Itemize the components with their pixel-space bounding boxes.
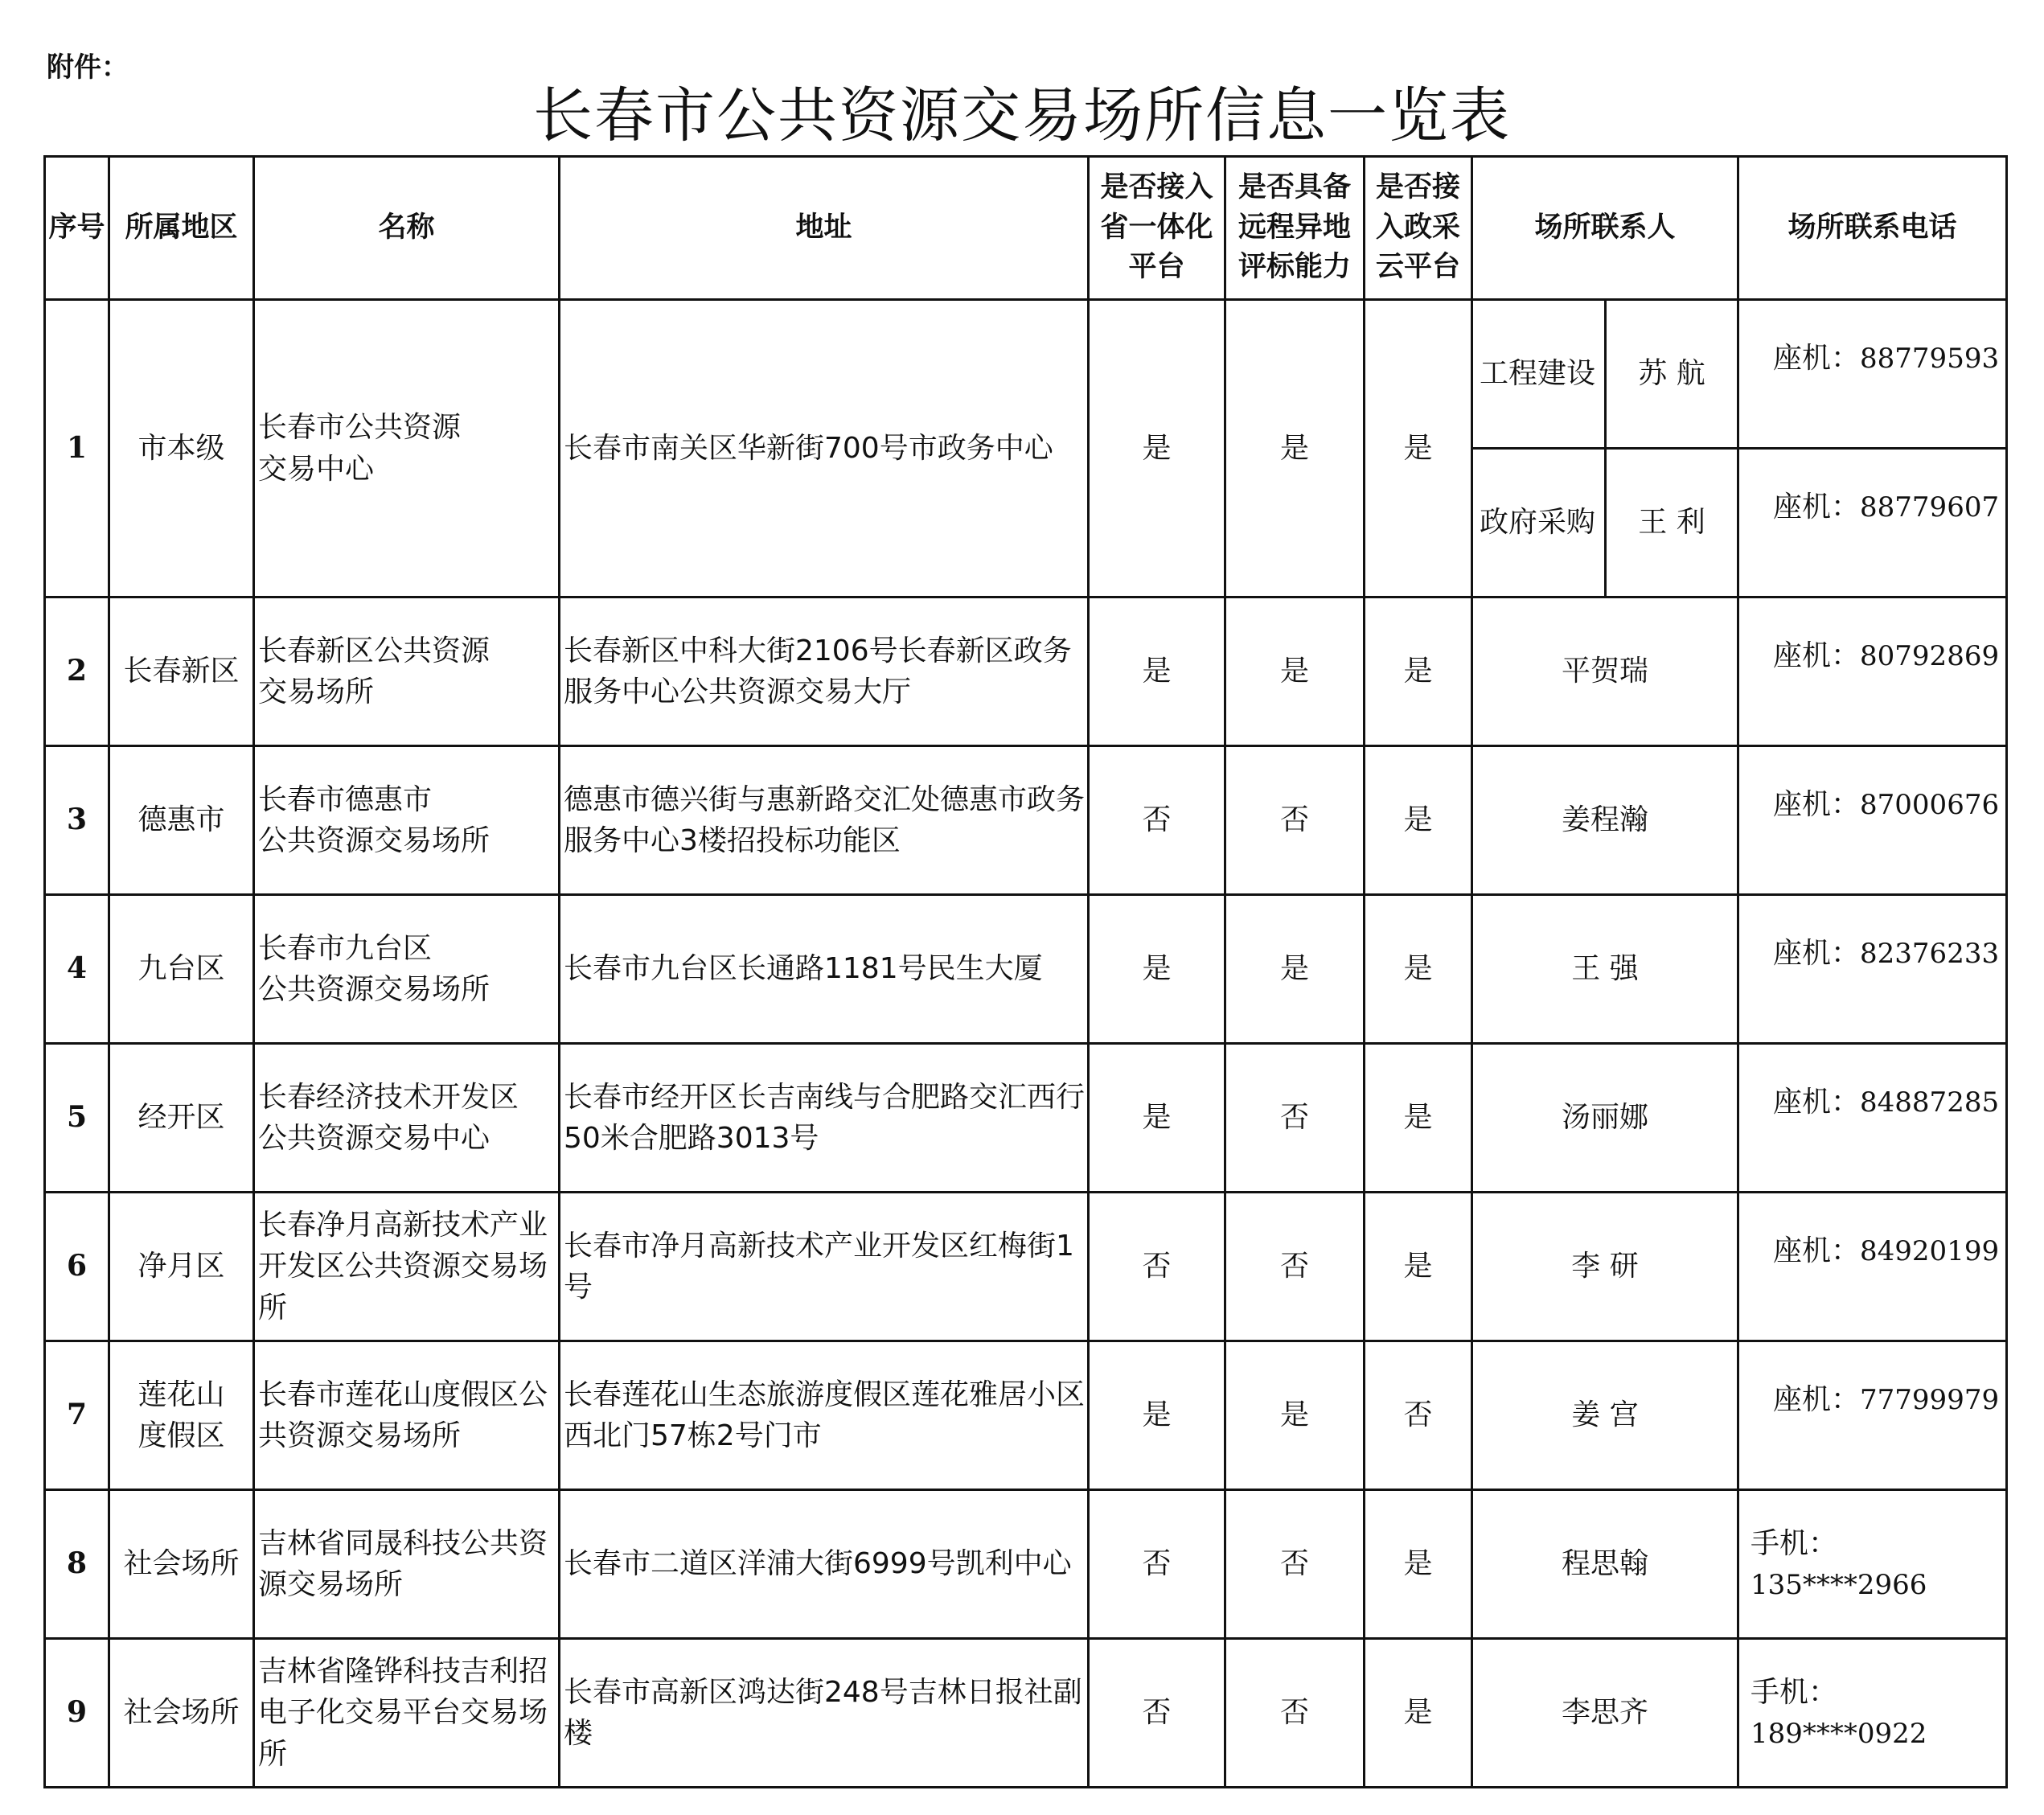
- row-name: [254, 1341, 560, 1490]
- row-address-line: 号: [564, 1271, 593, 1304]
- row-phone: [1738, 1193, 2007, 1341]
- row-address: [560, 1193, 1089, 1341]
- row-cloud: 是: [1365, 1490, 1472, 1639]
- row-address-line: 德惠市德兴街与惠新路交汇处德惠市政务: [564, 782, 1086, 816]
- row-address-line: 长春市高新区鸿达街248号吉林日报社副: [564, 1675, 1082, 1709]
- row-name-line: 长春市公共资源: [258, 411, 462, 445]
- row-name-line: 电子化交易平台交易场: [258, 1696, 548, 1730]
- phone-number: 87000676: [1860, 789, 2000, 821]
- row-region-line: 德惠市: [137, 803, 225, 837]
- row-phone: [1738, 1639, 2007, 1788]
- row-region: [109, 895, 254, 1044]
- header-remote-line: 远程异地: [1237, 211, 1351, 244]
- row-name: [254, 1193, 560, 1341]
- header-seq: 序号: [45, 157, 109, 300]
- row-region: 市本级: [109, 300, 254, 597]
- phone-number: 189****0922: [1751, 1718, 1927, 1750]
- row-name-line: 交易中心: [258, 452, 375, 486]
- phone-label: 座机：: [1773, 491, 1861, 524]
- phone-label: 手机：: [1751, 1526, 1838, 1560]
- row-contact: 汤丽娜: [1472, 1044, 1738, 1193]
- header-row: [45, 157, 2007, 300]
- table-row: [45, 895, 2007, 1044]
- row-name-line: 开发区公共资源交易场: [258, 1250, 548, 1283]
- row-remote: 否: [1225, 1193, 1365, 1341]
- row-region-line: 莲花山: [137, 1378, 225, 1411]
- row-region: [109, 1490, 254, 1639]
- row-name-line: 交易场所: [258, 675, 375, 708]
- row-provincial: 否: [1089, 1193, 1225, 1341]
- contact-person: 王 利: [1606, 449, 1738, 597]
- row-name-line: 源交易场所: [258, 1568, 404, 1601]
- table-row: [45, 1639, 2007, 1788]
- header-cloud-line: 云平台: [1375, 251, 1460, 284]
- row-cloud: 是: [1365, 597, 1472, 746]
- row-contact: 平贺瑞: [1472, 597, 1738, 746]
- row-contact: 姜 宫: [1472, 1341, 1738, 1490]
- row-address-line: 长春莲花山生态旅游度假区莲花雅居小区: [564, 1378, 1086, 1411]
- row-provincial: 是: [1089, 1044, 1225, 1193]
- row-address: [560, 746, 1089, 895]
- row-region: [109, 1193, 254, 1341]
- row-name: [254, 1044, 560, 1193]
- row-cloud: 是: [1365, 300, 1472, 597]
- row-phone: [1738, 1341, 2007, 1490]
- row-name-line: 长春市九台区: [258, 931, 433, 965]
- table-row: [45, 1193, 2007, 1341]
- row-seq: 5: [45, 1044, 109, 1193]
- row-contact: 王 强: [1472, 895, 1738, 1044]
- row-remote: 否: [1225, 1639, 1365, 1788]
- row-cloud: 是: [1365, 1639, 1472, 1788]
- row-name: [254, 895, 560, 1044]
- header-cloud-line: 是否接: [1375, 170, 1460, 203]
- header-cloud-line: 入政采: [1375, 211, 1460, 244]
- contact-dept: 政府采购: [1472, 449, 1606, 597]
- table-row: [45, 746, 2007, 895]
- row-seq: 6: [45, 1193, 109, 1341]
- row-address-line: 长春市净月高新技术产业开发区红梅街1: [564, 1229, 1074, 1263]
- row-region-line: 社会场所: [123, 1696, 240, 1730]
- row-remote: 是: [1225, 300, 1365, 597]
- phone-number: 84887285: [1860, 1086, 2000, 1119]
- contact-dept: 工程建设: [1472, 300, 1606, 449]
- header-provincial-platform: [1089, 157, 1225, 300]
- row-name: [254, 746, 560, 895]
- page-title: 长春市公共资源交易场所信息一览表: [533, 81, 1511, 150]
- phone-label: 手机：: [1751, 1675, 1838, 1709]
- phone-number: 135****2966: [1751, 1569, 1927, 1601]
- row-region: [109, 597, 254, 746]
- header-address: 地址: [560, 157, 1089, 300]
- row-name-line: 长春新区公共资源: [258, 634, 490, 667]
- row-seq: 1: [45, 300, 109, 597]
- contact-person: 苏 航: [1606, 300, 1738, 449]
- row-name: [254, 1639, 560, 1788]
- row-address: [560, 895, 1089, 1044]
- header-name: 名称: [254, 157, 560, 300]
- row-provincial: 是: [1089, 300, 1225, 597]
- row-phone: [1738, 746, 2007, 895]
- row-address-line: 服务中心3楼招投标功能区: [564, 824, 901, 857]
- row-name-line: 长春市德惠市: [258, 782, 433, 816]
- header-remote-evaluation: [1225, 157, 1365, 300]
- header-provincial-line: 省一体化: [1100, 211, 1213, 244]
- row-name: [254, 300, 560, 597]
- phone-number: 84920199: [1860, 1235, 2000, 1267]
- row-address-line: 长春市二道区洋浦大街6999号凯利中心: [564, 1547, 1072, 1581]
- table-row: [45, 1490, 2007, 1639]
- row-region-line: 经开区: [137, 1101, 225, 1135]
- row-cloud: 是: [1365, 1044, 1472, 1193]
- row-name-line: 吉林省隆铧科技吉利招: [258, 1655, 548, 1689]
- row-seq: 3: [45, 746, 109, 895]
- row-address-line: 50米合肥路3013号: [564, 1122, 819, 1155]
- row-name: [254, 597, 560, 746]
- row-region-line: 九台区: [137, 952, 225, 986]
- row-seq: 8: [45, 1490, 109, 1639]
- phone-label: 座机：: [1773, 639, 1861, 672]
- phone-label: 座机：: [1773, 1234, 1861, 1267]
- row-address-line: 长春新区中科大街2106号长春新区政务: [564, 634, 1072, 667]
- row-region: [109, 746, 254, 895]
- phone-label: 座机：: [1773, 788, 1861, 821]
- row-address-line: 楼: [564, 1717, 593, 1750]
- row-name-line: 所: [258, 1737, 288, 1771]
- header-remote-line: 是否具备: [1237, 170, 1351, 203]
- row-name: [254, 1490, 560, 1639]
- table-row: [45, 1044, 2007, 1193]
- header-provincial-line: 平台: [1128, 251, 1185, 284]
- row-provincial: 否: [1089, 1639, 1225, 1788]
- row-seq: 4: [45, 895, 109, 1044]
- row-address-line: 长春市南关区华新街700号市政务中心: [564, 431, 1053, 465]
- row-phone: [1738, 597, 2007, 746]
- row-cloud: 否: [1365, 1341, 1472, 1490]
- row-name-line: 公共资源交易中心: [258, 1122, 490, 1155]
- header-region: 所属地区: [109, 157, 254, 300]
- row-phone: [1738, 1044, 2007, 1193]
- row-phone: [1738, 895, 2007, 1044]
- row-name-line: 长春市莲花山度假区公: [258, 1378, 548, 1411]
- row-contact: 姜程瀚: [1472, 746, 1738, 895]
- row-cloud: 是: [1365, 746, 1472, 895]
- phone-label: 座机：: [1773, 1086, 1861, 1119]
- contact-phone: [1738, 300, 2007, 449]
- row-address: [560, 1490, 1089, 1639]
- row-name-line: 长春净月高新技术产业: [258, 1209, 548, 1242]
- phone-label: 座机：: [1773, 342, 1861, 375]
- row-name-line: 吉林省同晟科技公共资: [258, 1526, 548, 1560]
- header-remote-line: 评标能力: [1237, 251, 1351, 284]
- row-region-line: 净月区: [137, 1250, 225, 1283]
- table-row: [45, 597, 2007, 746]
- row-seq: 9: [45, 1639, 109, 1788]
- phone-number: 88779607: [1860, 491, 2000, 524]
- row-contact: 李思齐: [1472, 1639, 1738, 1788]
- row-provincial: 否: [1089, 746, 1225, 895]
- row-name-line: 公共资源交易场所: [258, 973, 490, 1006]
- row-provincial: 是: [1089, 895, 1225, 1044]
- row-cloud: 是: [1365, 895, 1472, 1044]
- row-address-line: 西北门57栋2号门市: [564, 1419, 822, 1452]
- row-provincial: 是: [1089, 597, 1225, 746]
- row-remote: 否: [1225, 746, 1365, 895]
- row-remote: 是: [1225, 1341, 1365, 1490]
- row-contact: 李 研: [1472, 1193, 1738, 1341]
- header-provincial-line: 是否接入: [1100, 170, 1213, 203]
- header-contact: 场所联系人: [1472, 157, 1738, 300]
- attachment-label: 附件：: [47, 51, 129, 84]
- row-contact: 程思翰: [1472, 1490, 1738, 1639]
- phone-number: 88779593: [1860, 343, 2000, 375]
- row-remote: 否: [1225, 1490, 1365, 1639]
- row-region: [109, 1341, 254, 1490]
- row-address-line: 长春市九台区长通路1181号民生大厦: [564, 952, 1043, 986]
- row-name-line: 共资源交易场所: [258, 1419, 462, 1452]
- row-region-line: 社会场所: [123, 1547, 240, 1581]
- phone-number: 77799979: [1860, 1384, 2000, 1416]
- row-remote: 是: [1225, 597, 1365, 746]
- row-name-line: 所: [258, 1291, 288, 1324]
- row-seq: 7: [45, 1341, 109, 1490]
- row-address: [560, 1639, 1089, 1788]
- row-seq: 2: [45, 597, 109, 746]
- phone-label: 座机：: [1773, 1383, 1861, 1416]
- table-row: [45, 1341, 2007, 1490]
- row-provincial: 否: [1089, 1490, 1225, 1639]
- row-address: [560, 1044, 1089, 1193]
- header-phone: 场所联系电话: [1738, 157, 2007, 300]
- row-name-line: 长春经济技术开发区: [258, 1080, 519, 1114]
- table-row: [45, 300, 2007, 449]
- row-address-line: 长春市经开区长吉南线与合肥路交汇西行: [564, 1080, 1086, 1114]
- row-address-line: 服务中心公共资源交易大厅: [564, 675, 912, 708]
- row-name-line: 公共资源交易场所: [258, 824, 490, 857]
- row-remote: 是: [1225, 895, 1365, 1044]
- venue-info-table: [43, 155, 2008, 1788]
- row-remote: 否: [1225, 1044, 1365, 1193]
- row-region: [109, 1044, 254, 1193]
- contact-phone: [1738, 449, 2007, 597]
- row-phone: [1738, 1490, 2007, 1639]
- row-address: [560, 300, 1089, 597]
- phone-number: 80792869: [1860, 640, 2000, 672]
- row-region-line: 长春新区: [123, 655, 240, 688]
- row-address: [560, 1341, 1089, 1490]
- phone-label: 座机：: [1773, 937, 1861, 970]
- row-cloud: 是: [1365, 1193, 1472, 1341]
- phone-number: 82376233: [1860, 938, 2000, 970]
- row-region-line: 度假区: [137, 1419, 225, 1452]
- row-region: [109, 1639, 254, 1788]
- row-provincial: 是: [1089, 1341, 1225, 1490]
- header-cloud-platform: [1365, 157, 1472, 300]
- row-address: [560, 597, 1089, 746]
